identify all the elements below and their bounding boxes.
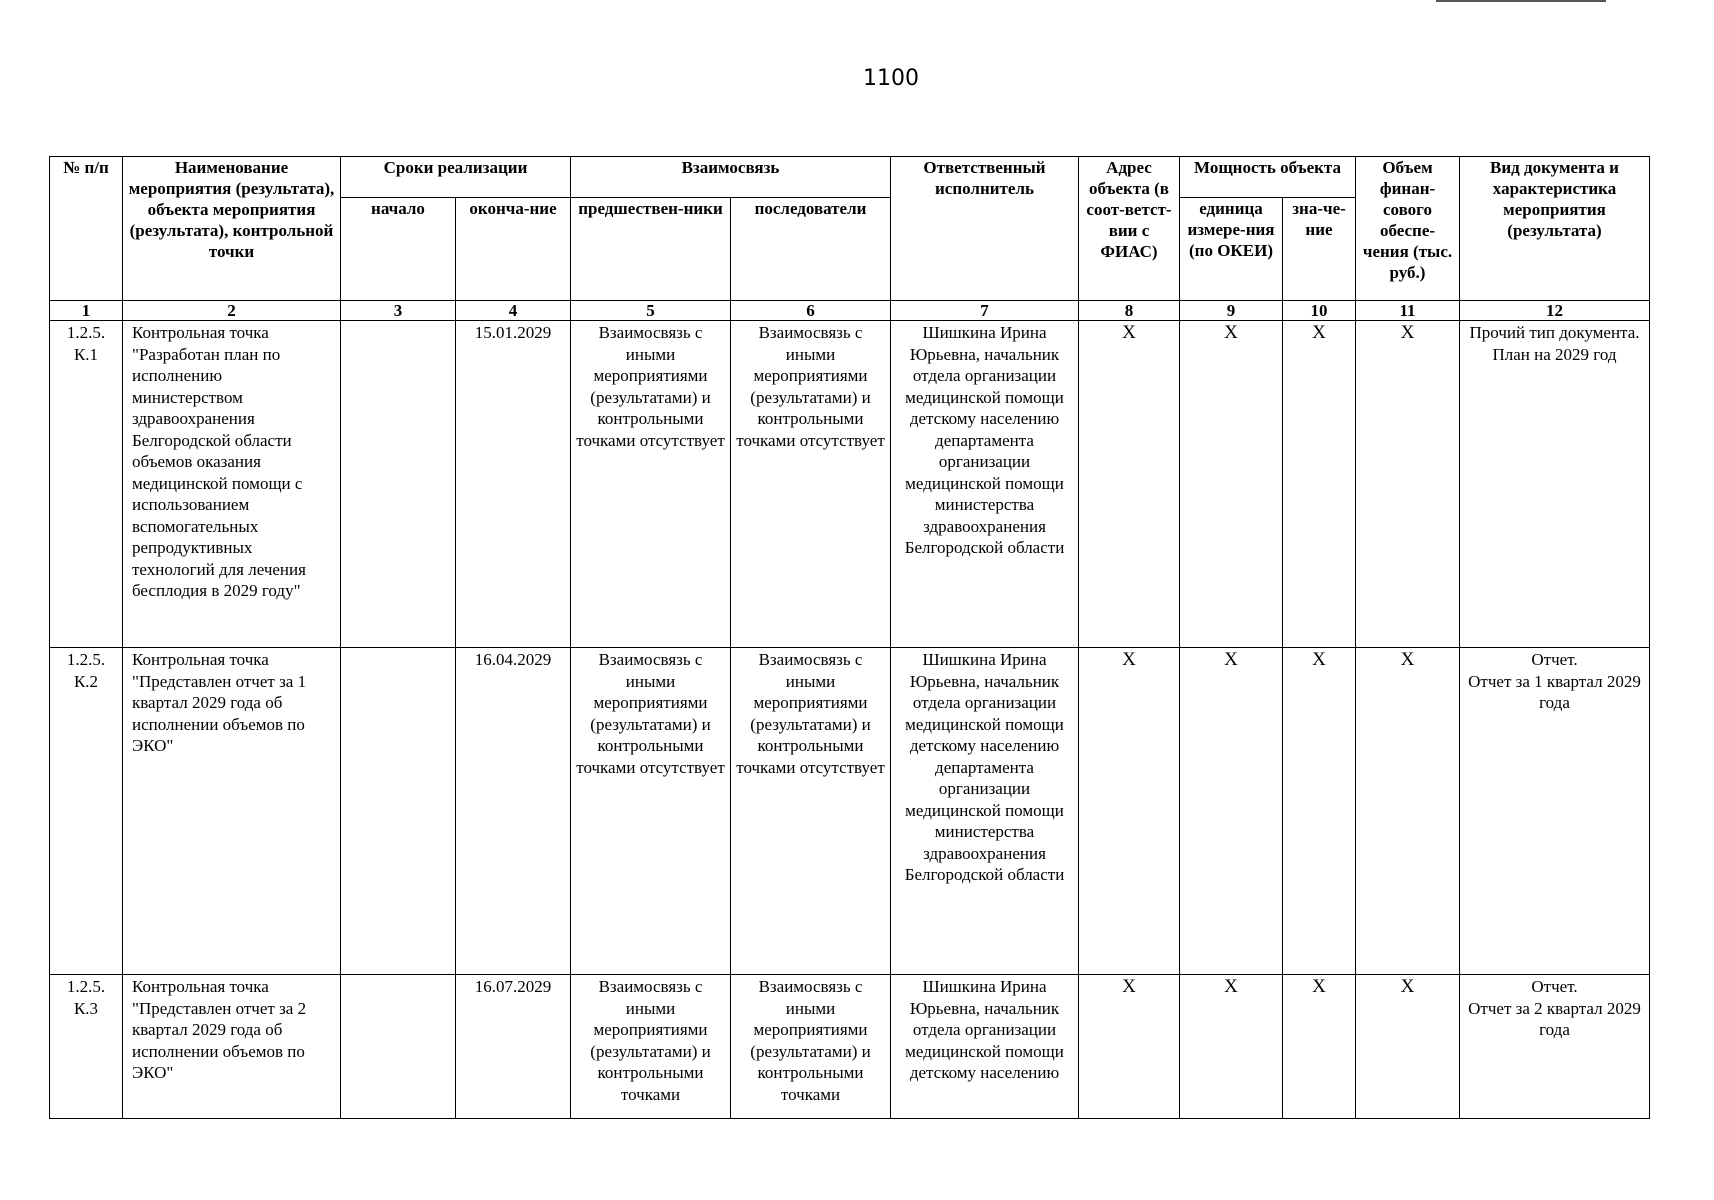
row-doc-type: Прочий тип документа. <box>1469 323 1640 342</box>
row-successors: Взаимосвязь с иными мероприятиями (результатами) и контрольными точками отсутствует <box>731 321 891 648</box>
header-responsible: Ответственный исполнитель <box>891 157 1079 301</box>
row-finance: X <box>1356 648 1460 975</box>
column-number: 8 <box>1079 301 1180 321</box>
row-num: 1.2.5. К.3 <box>50 975 123 1119</box>
row-unit: X <box>1180 975 1283 1119</box>
row-end: 16.07.2029 <box>456 975 571 1119</box>
row-successors: Взаимосвязь с иными мероприятиями (результатами) и контрольными точками <box>731 975 891 1119</box>
header-row-1 <box>50 157 1650 198</box>
row-doc-desc: План на 2029 год <box>1492 344 1617 364</box>
row-end: 16.04.2029 <box>456 648 571 975</box>
row-num: 1.2.5. К.2 <box>50 648 123 975</box>
header-relation: Взаимосвязь <box>571 157 891 198</box>
row-finance: X <box>1356 975 1460 1119</box>
row-predecessors: Взаимосвязь с иными мероприятиями (результатами) и контрольными точками отсутствует <box>571 321 731 648</box>
row-name: Контрольная точка "Представлен отчет за 2 квартал 2029 года об исполнении объемов по ЭКО" <box>123 975 341 1119</box>
column-number: 12 <box>1460 301 1650 321</box>
row-name: Контрольная точка "Представлен отчет за 1 квартал 2029 года об исполнении объемов по ЭКО" <box>123 648 341 975</box>
page-number: 1100 <box>863 66 919 91</box>
header-num: № п/п <box>50 157 123 301</box>
column-number: 11 <box>1356 301 1460 321</box>
row-doc-desc: Отчет за 1 квартал 2029 года <box>1468 671 1641 712</box>
row-address: X <box>1079 975 1180 1119</box>
row-address: X <box>1079 648 1180 975</box>
column-number-row <box>50 301 1650 321</box>
header-address: Адрес объекта (в соот-ветст-вии с ФИАС) <box>1079 157 1180 301</box>
column-number: 3 <box>341 301 456 321</box>
column-number: 9 <box>1180 301 1283 321</box>
header-name: Наименование мероприятия (результата), объекта мероприятия (результата), контрольной точки <box>123 157 341 301</box>
header-value: зна-че-ние <box>1283 198 1356 301</box>
header-timing: Сроки реализации <box>341 157 571 198</box>
row-doc <box>1460 648 1650 975</box>
row-responsible: Шишкина Ирина Юрьевна, начальник отдела организации медицинской помощи детскому населению департамента организации медицинской помощи министерства здравоохранения Белгородской области <box>891 648 1079 975</box>
column-number: 4 <box>456 301 571 321</box>
plan-table <box>49 156 1650 1119</box>
row-address: X <box>1079 321 1180 648</box>
row-start <box>341 975 456 1119</box>
row-unit: X <box>1180 321 1283 648</box>
row-name: Контрольная точка "Разработан план по исполнению министерством здравоохранения Белгородской области объемов оказания медицинской помощи с использованием вспомогательных репродуктивных технологий для лечения бесплодия в 2029 году" <box>123 321 341 648</box>
row-doc-type: Отчет. <box>1531 977 1578 996</box>
row-responsible: Шишкина Ирина Юрьевна, начальник отдела организации медицинской помощи детскому населению <box>891 975 1079 1119</box>
header-finance: Объем финан-сового обеспе-чения (тыс. руб.) <box>1356 157 1460 301</box>
row-finance: X <box>1356 321 1460 648</box>
row-unit: X <box>1180 648 1283 975</box>
header-unit: единица измере-ния (по ОКЕИ) <box>1180 198 1283 301</box>
table-row <box>50 975 1650 1119</box>
column-number: 2 <box>123 301 341 321</box>
row-value: X <box>1283 975 1356 1119</box>
row-num: 1.2.5. К.1 <box>50 321 123 648</box>
row-doc <box>1460 321 1650 648</box>
header-start: начало <box>341 198 456 301</box>
column-number: 1 <box>50 301 123 321</box>
column-number: 5 <box>571 301 731 321</box>
column-number: 10 <box>1283 301 1356 321</box>
row-doc-type: Отчет. <box>1531 650 1578 669</box>
row-doc <box>1460 975 1650 1119</box>
row-value: X <box>1283 648 1356 975</box>
header-capacity: Мощность объекта <box>1180 157 1356 198</box>
header-predecessors: предшествен-ники <box>571 198 731 301</box>
top-rule <box>1436 0 1606 2</box>
row-responsible: Шишкина Ирина Юрьевна, начальник отдела организации медицинской помощи детскому населению департамента организации медицинской помощи министерства здравоохранения Белгородской области <box>891 321 1079 648</box>
row-end: 15.01.2029 <box>456 321 571 648</box>
row-doc-desc: Отчет за 2 квартал 2029 года <box>1468 998 1641 1039</box>
table-row <box>50 648 1650 975</box>
row-start <box>341 648 456 975</box>
header-end: оконча-ние <box>456 198 571 301</box>
column-number: 6 <box>731 301 891 321</box>
header-successors: последователи <box>731 198 891 301</box>
row-start <box>341 321 456 648</box>
row-predecessors: Взаимосвязь с иными мероприятиями (результатами) и контрольными точками отсутствует <box>571 648 731 975</box>
header-doc-type: Вид документа и характеристика мероприятия (результата) <box>1460 157 1650 301</box>
row-value: X <box>1283 321 1356 648</box>
row-successors: Взаимосвязь с иными мероприятиями (результатами) и контрольными точками отсутствует <box>731 648 891 975</box>
row-predecessors: Взаимосвязь с иными мероприятиями (результатами) и контрольными точками <box>571 975 731 1119</box>
column-number: 7 <box>891 301 1079 321</box>
table-row <box>50 321 1650 648</box>
